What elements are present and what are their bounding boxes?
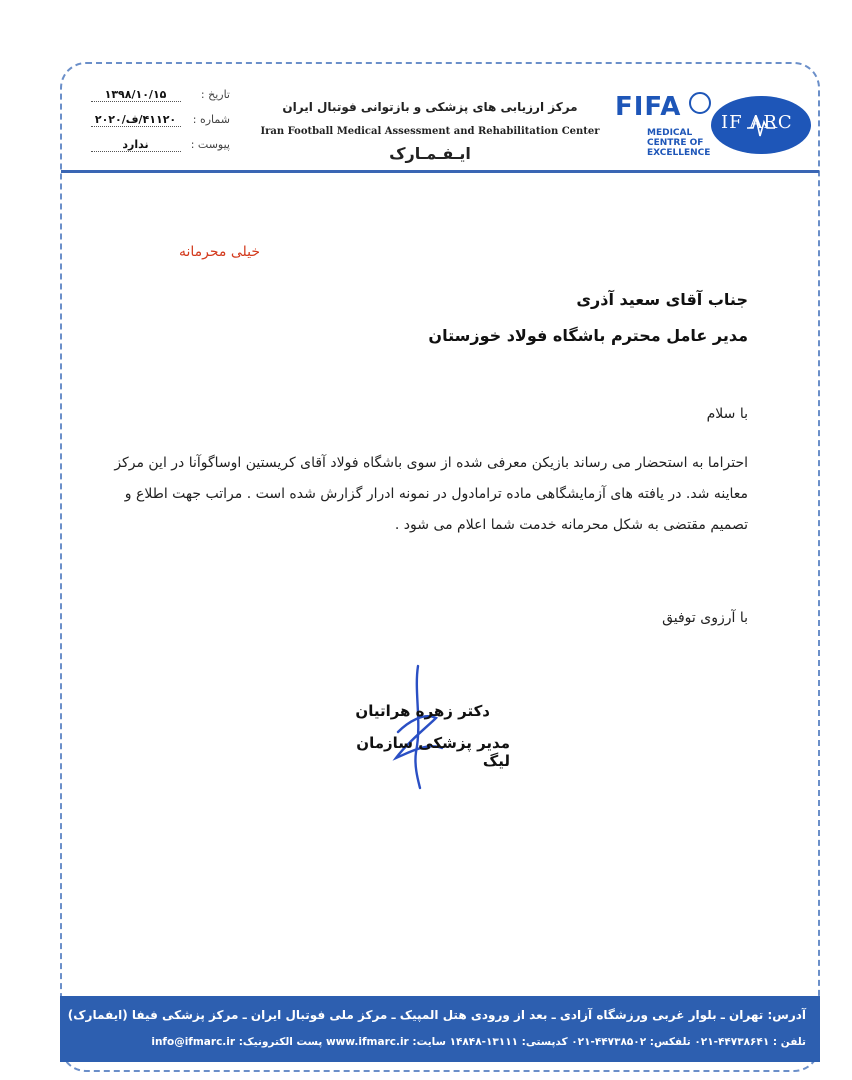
number-field [80, 113, 230, 127]
number-value: ۴۱۱۲۰/ف/۲۰۲۰ [91, 113, 181, 127]
fifa-subtitle [647, 128, 710, 158]
number-label: شماره : [192, 113, 230, 126]
fifa-sub-line-1: MEDICAL [647, 128, 693, 138]
globe-icon [689, 92, 711, 114]
logo-area [615, 92, 815, 162]
org-brand: ایـفـمـارک [389, 144, 471, 163]
date-label: تاریخ : [200, 88, 230, 101]
footer-bar [60, 996, 820, 1062]
ifmarc-logo-icon [711, 96, 811, 154]
fifa-logo-text: FIFA [615, 92, 682, 122]
footer-address: آدرس: تهران ـ بلوار غربی ورزشگاه آزادی ـ بعد از ورودی هتل المپیک ـ مرکز ملی فوتبال ایران ـ مرکز پزشکی فیفا (ایفمارک) [67, 1008, 806, 1022]
page-border [60, 62, 820, 1072]
letter-body: احتراما به استحضار می رساند بازیکن معرفی شده از سوی باشگاه فولاد آقای کریستین اوساگوآنا در این مرکز معاینه شد. در یافته های آزمایشگاهی ماده ترامادول در نمونه ادرار گزارش شده است . مراتب جهت اطلاع و تصمیم مقتضی به شکل محرمانه خدمت شما اعلام می شود . [114, 455, 748, 533]
org-title-en: Iran Football Medical Assessment and Rehabilitation Center [260, 126, 600, 137]
greeting: با سلام [706, 406, 748, 422]
signature-icon [378, 662, 448, 792]
attachment-value: ندارد [91, 138, 181, 152]
recipient-name: جناب آقای سعید آذری [576, 290, 748, 309]
attachment-label: پیوست : [190, 138, 230, 151]
attachment-field [80, 138, 230, 152]
signer-title: مدیر پزشکی سازمان لیگ [356, 734, 510, 770]
header-divider [61, 170, 819, 173]
signer-name: دکتر زهره هراتیان [355, 702, 490, 720]
heartbeat-icon [725, 114, 805, 138]
date-value: ۱۳۹۸/۱۰/۱۵ [91, 88, 181, 102]
fifa-sub-line-2: CENTRE OF [647, 138, 704, 148]
recipient-role: مدیر عامل محترم باشگاه فولاد خوزستان [428, 326, 748, 345]
ifmarc-logo-text: IF ARC [721, 112, 793, 133]
date-field [80, 88, 230, 102]
confidential-label: خیلی محرمانه [178, 244, 260, 260]
fifa-sub-line-3: EXCELLENCE [647, 148, 711, 158]
closing: با آرزوی توفیق [662, 610, 748, 626]
footer-contact: تلفن : ۴۴۷۳۸۶۴۱-۰۲۱ تلفکس: ۴۴۷۳۸۵۰۲-۰۲۱ کدپستی: ۱۳۱۱۱-۱۴۸۴۸ سایت: www.ifmarc.ir پست الکترونیک: info@ifmarc.ir [151, 1036, 806, 1048]
org-title-fa: مرکز ارزیابی های پزشکی و بازتوانی فوتبال ایران [282, 100, 578, 114]
